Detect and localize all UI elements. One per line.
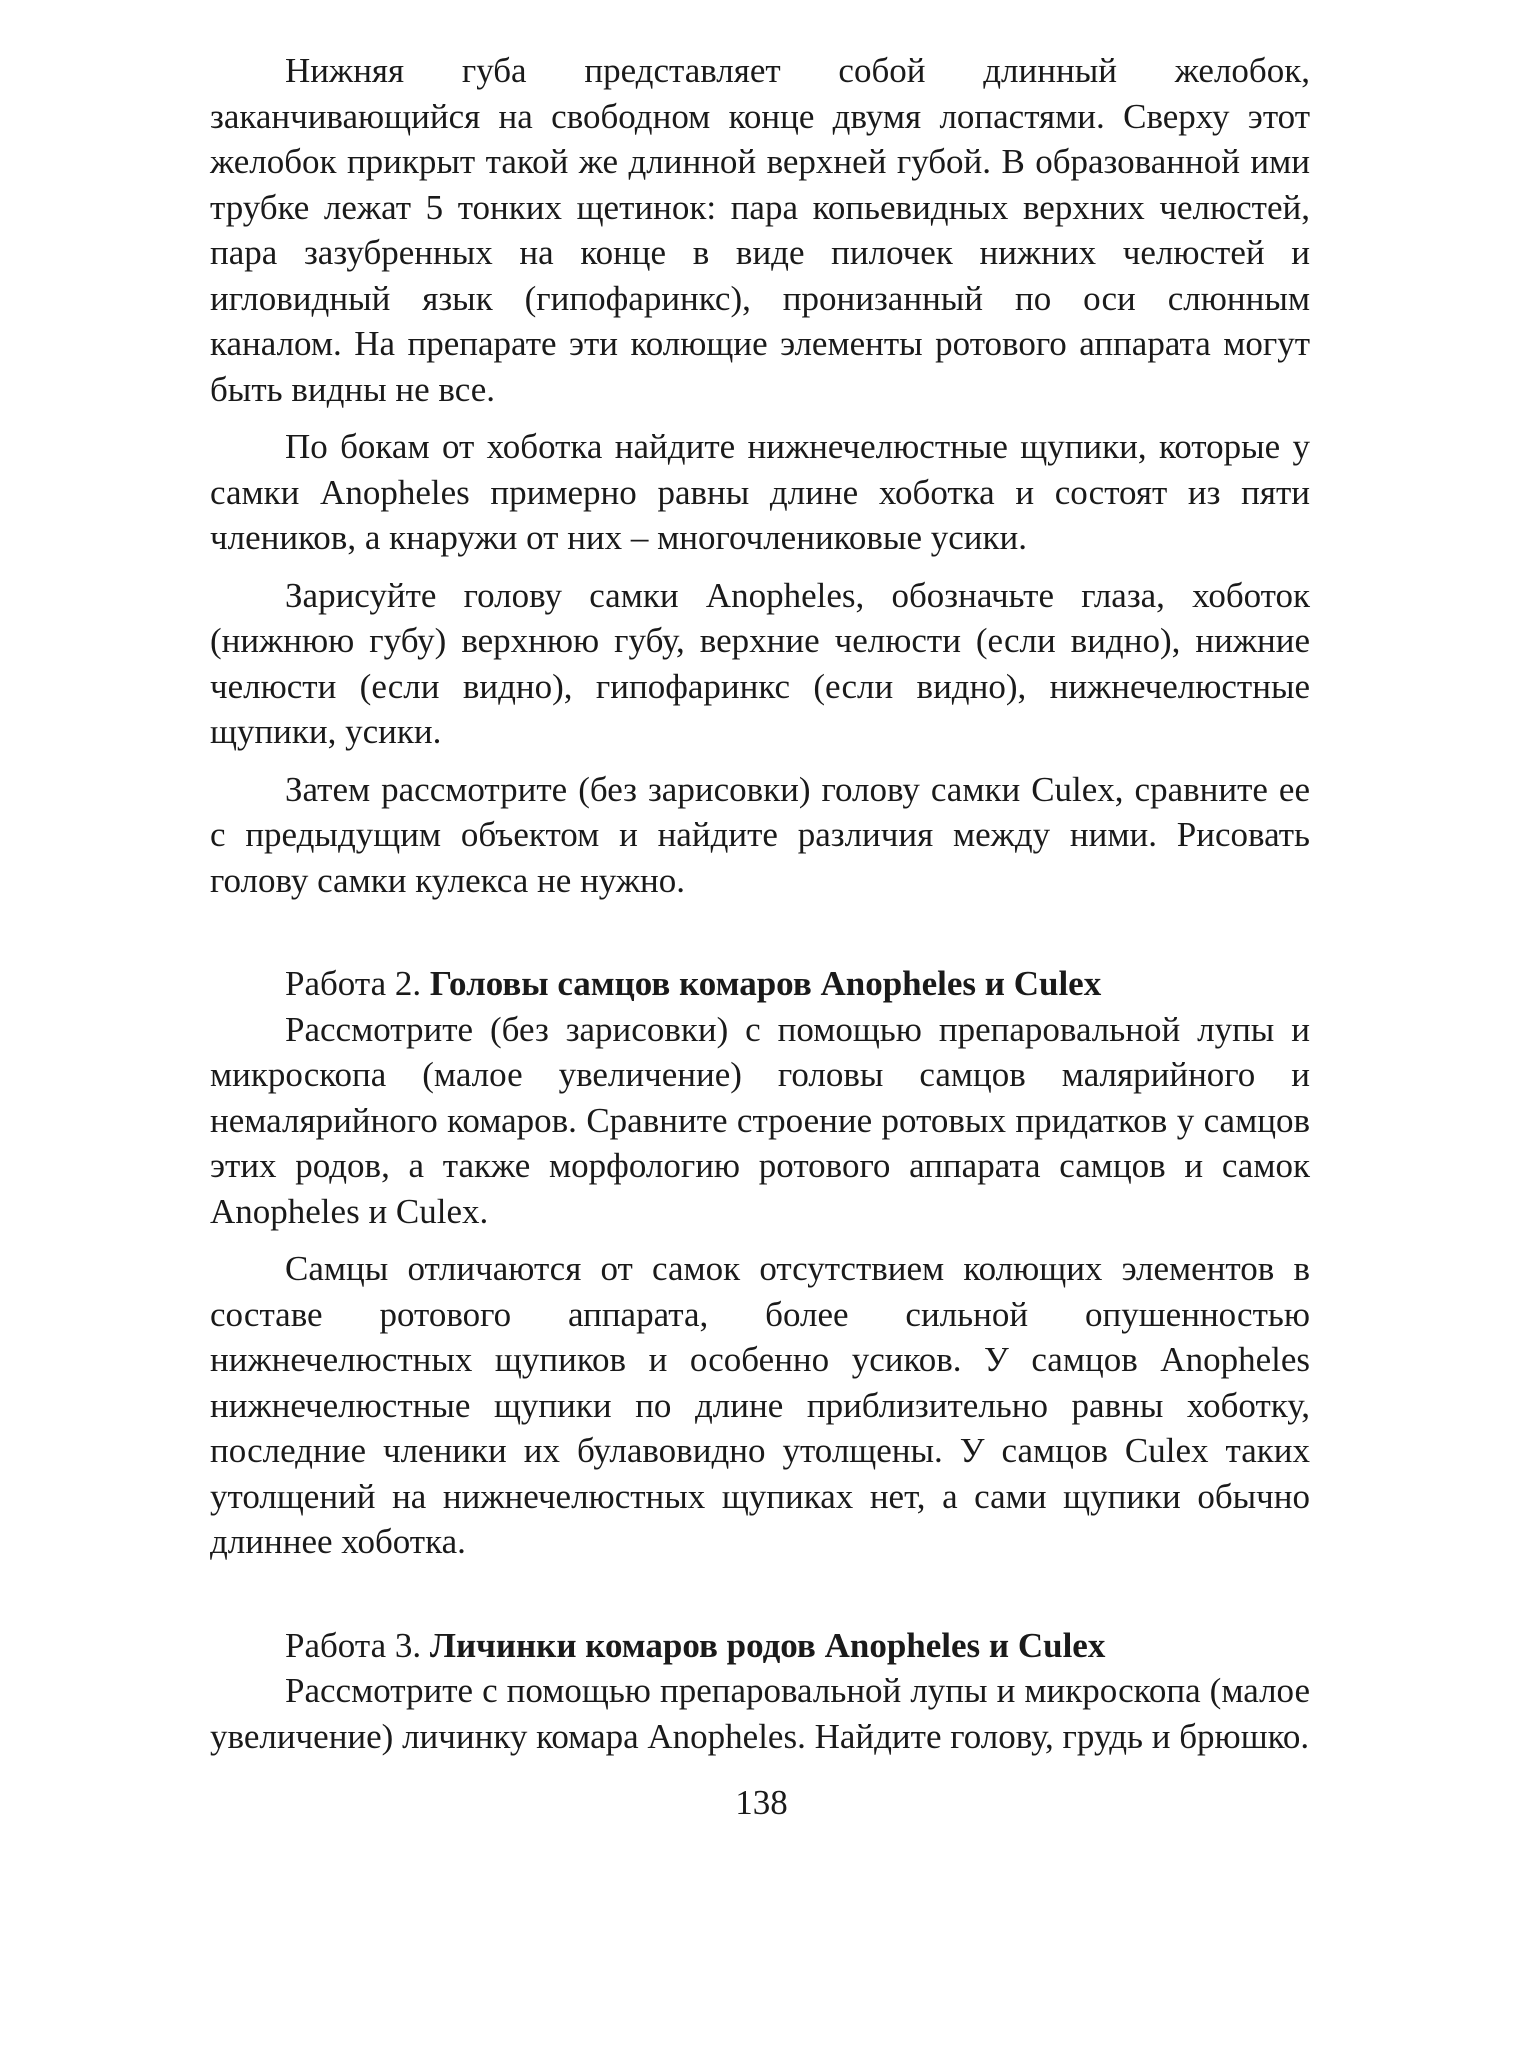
work-2-heading <box>210 961 1310 1007</box>
work-2-title: Головы самцов комаров Anopheles и Culex <box>429 964 1102 1003</box>
work-3-title: Личинки комаров родов Anopheles и Culex <box>429 1625 1106 1665</box>
work-2-prefix: Работа 2. <box>285 964 430 1003</box>
paragraph: Затем рассмотрите (без зарисовки) голову самки Culex, сравните ее с предыдущим объектом и найдите различия между ними. Рисовать голову самки кулекса не нужно. <box>210 769 1310 900</box>
paragraph: Рассмотрите с помощью препаровальной лупы и микроскопа (малое увеличение) личинку комара Anopheles. Найдите голову, грудь и брюшко. <box>210 1671 1310 1756</box>
paragraph: Нижняя губа представляет собой длинный желобок, заканчивающийся на свободном конце двумя лопастями. Сверху этот желобок прикрыт такой же длинной верхней губой. В образованной ими трубке лежат 5 тонких щетинок: пара копьевидных верхних челюстей, пара зазубренных на конце в виде пилочек нижних челюстей и игловидный язык (гипофаринкс), пронизанный по оси слюнным каналом. На препарате эти колющие элементы ротового аппарата могут быть видны не все. <box>210 51 1310 409</box>
paragraph: Зарисуйте голову самки Anopheles, обозначьте глаза, хоботок (нижнюю губу) верхнюю губу, верхние челюсти (если видно), нижние челюсти (если видно), гипофаринкс (если видно), нижнечелюстные щупики, усики. <box>210 575 1310 751</box>
page-body <box>210 48 1310 1759</box>
work-3-prefix: Работа 3. <box>285 1625 430 1665</box>
page-number <box>0 1780 1523 1825</box>
page-number-text: 138 <box>735 1783 788 1822</box>
work-3-heading <box>210 1623 1310 1669</box>
paragraph: По бокам от хоботка найдите нижнечелюстные щупики, которые у самки Anopheles примерно равны длине хоботка и состоят из пяти члеников, а кнаружи от них – многочлениковые усики. <box>210 427 1310 557</box>
paragraph: Рассмотрите (без зарисовки) с помощью препаровальной лупы и микроскопа (малое увеличение) головы самцов малярийного и немалярийного комаров. Сравните строение ротовых придатков у самцов этих родов, а также морфологию ротового аппарата самцов и самок Anopheles и Culex. <box>210 1009 1310 1231</box>
paragraph: Самцы отличаются от самок отсутствием колющих элементов в составе ротового аппарата, более сильной опушенностью нижнечелюстных щупиков и особенно усиков. У самцов Anopheles нижнечелюстные щупики по длине приблизительно равны хоботку, последние членики их булавовидно утолщены. У самцов Culex таких утолщений на нижнечелюстных щупиках нет, а сами щупики обычно длиннее хоботка. <box>210 1249 1310 1561</box>
